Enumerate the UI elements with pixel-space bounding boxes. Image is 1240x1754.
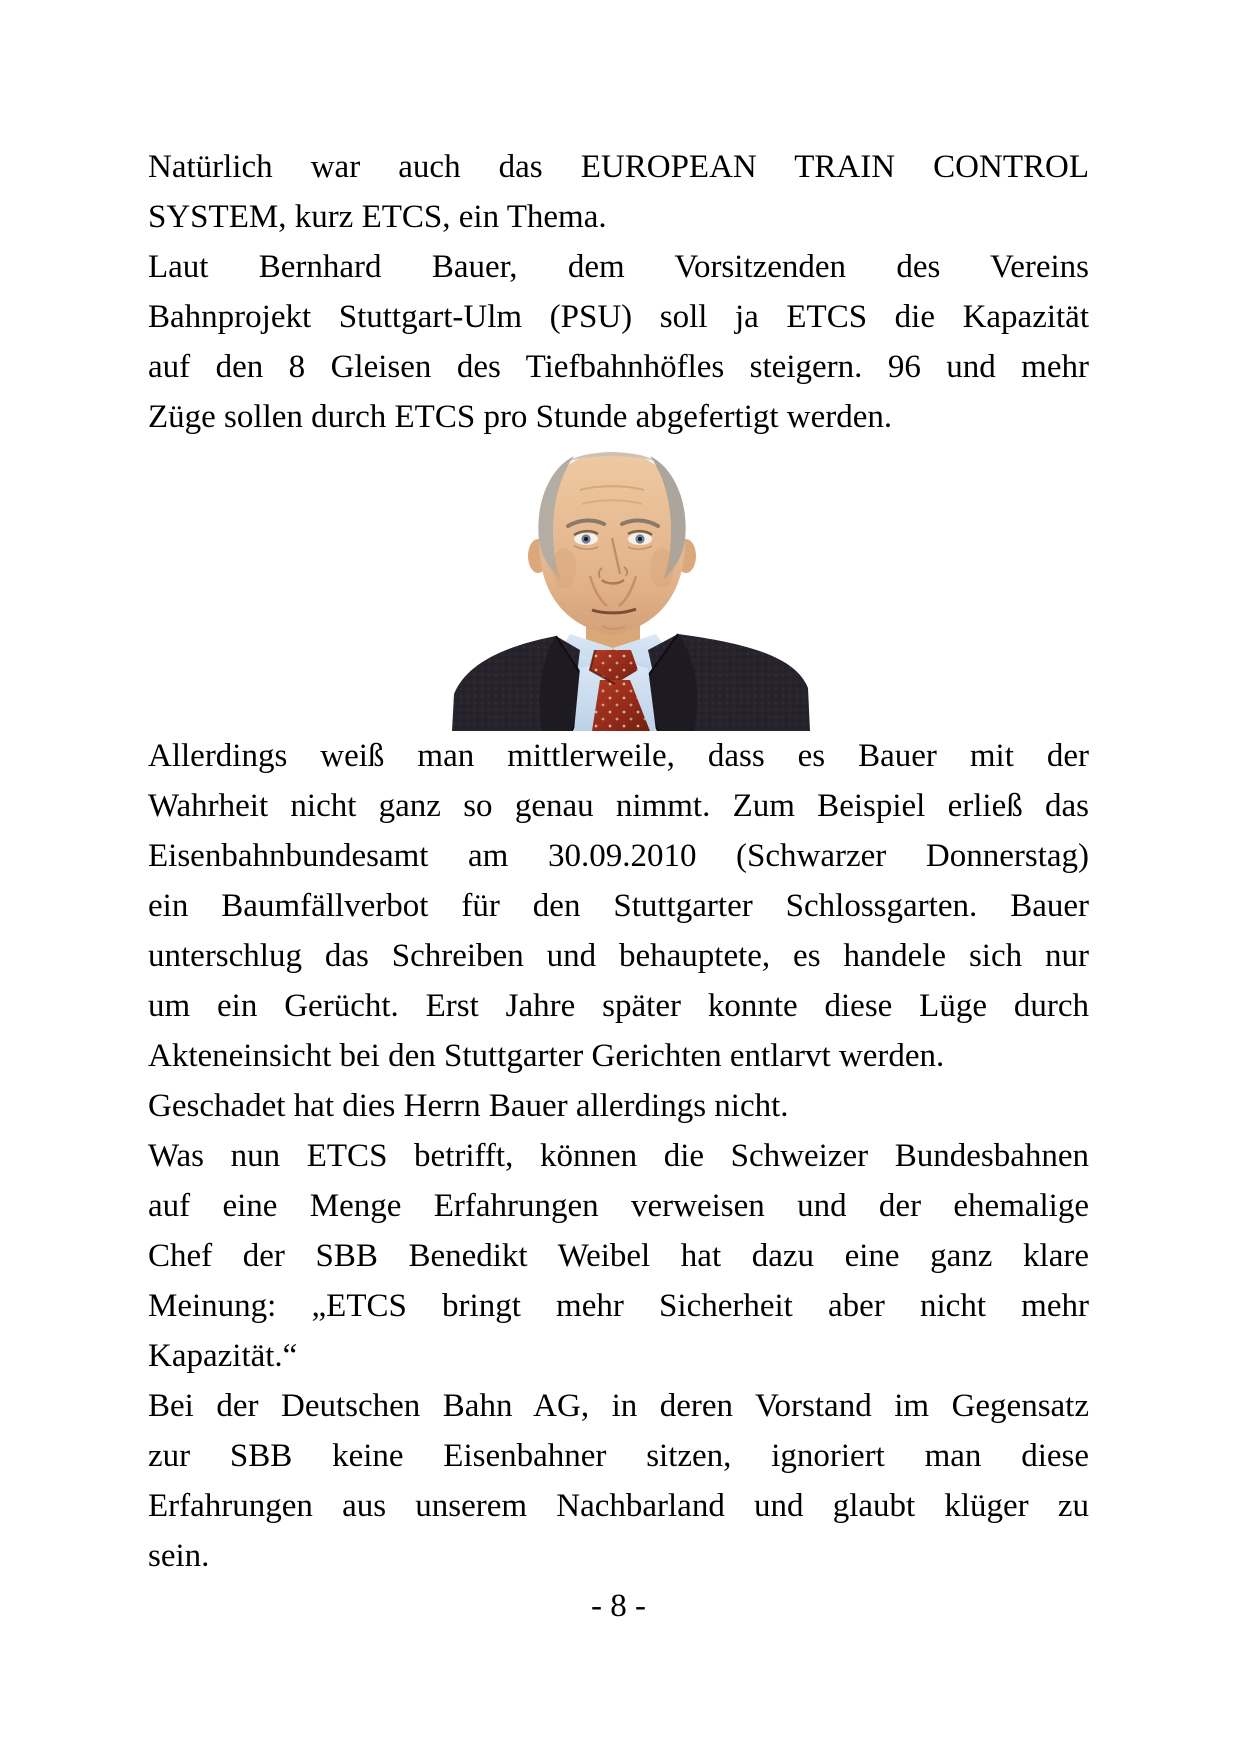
- text-line: Bahnprojekt Stuttgart-Ulm (PSU) soll ja ETCS die Kapazität: [148, 299, 1089, 335]
- text-line: Züge sollen durch ETCS pro Stunde abgefertigt werden.: [148, 399, 893, 435]
- text-line: Bei der Deutschen Bahn AG, in deren Vorstand im Gegensatz: [148, 1388, 1089, 1424]
- text-line: Natürlich war auch das EUROPEAN TRAIN CONTROL: [148, 149, 1089, 185]
- text-line: Eisenbahnbundesamt am 30.09.2010 (Schwarzer Donnerstag): [148, 838, 1089, 874]
- text-line: Laut Bernhard Bauer, dem Vorsitzenden des Vereins: [148, 249, 1089, 285]
- text-line: unterschlug das Schreiben und behauptete, es handele sich nur: [148, 938, 1089, 974]
- page-number: - 8 -: [591, 1588, 646, 1624]
- paragraph: [148, 1131, 1089, 1381]
- paragraph: [148, 1081, 1089, 1131]
- text-line: SYSTEM, kurz ETCS, ein Thema.: [148, 199, 607, 235]
- paragraph: [148, 731, 1089, 1081]
- text-line: Was nun ETCS betrifft, können die Schweizer Bundesbahnen: [148, 1138, 1089, 1174]
- text-line: ein Baumfällverbot für den Stuttgarter Schlossgarten. Bauer: [148, 888, 1089, 924]
- text-line: Wahrheit nicht ganz so genau nimmt. Zum Beispiel erließ das: [148, 788, 1089, 824]
- text-line: um ein Gerücht. Erst Jahre später konnte diese Lüge durch: [148, 988, 1089, 1024]
- text-line: Chef der SBB Benedikt Weibel hat dazu eine ganz klare: [148, 1238, 1089, 1274]
- paragraph: [148, 1381, 1089, 1581]
- text-line: Erfahrungen aus unserem Nachbarland und glaubt klüger zu: [148, 1488, 1089, 1524]
- text-column: [148, 142, 1089, 1631]
- portrait-photo: [148, 442, 1089, 731]
- text-line: Allerdings weiß man mittlerweile, dass es Bauer mit der: [148, 738, 1089, 774]
- text-line: auf eine Menge Erfahrungen verweisen und der ehemalige: [148, 1188, 1089, 1224]
- text-line: zur SBB keine Eisenbahner sitzen, ignoriert man diese: [148, 1438, 1089, 1474]
- paragraph: [148, 142, 1089, 242]
- text-line: Geschadet hat dies Herrn Bauer allerdings nicht.: [148, 1088, 789, 1124]
- text-line: Meinung: „ETCS bringt mehr Sicherheit aber nicht mehr: [148, 1288, 1089, 1324]
- text-line: Kapazität.“: [148, 1338, 298, 1374]
- text-line: auf den 8 Gleisen des Tiefbahnhöfles steigern. 96 und mehr: [148, 349, 1089, 385]
- text-line: sein.: [148, 1538, 210, 1574]
- portrait-photo-graphic: [452, 442, 810, 731]
- text-line: Akteneinsicht bei den Stuttgarter Gerichten entlarvt werden.: [148, 1038, 945, 1074]
- paragraph: [148, 242, 1089, 442]
